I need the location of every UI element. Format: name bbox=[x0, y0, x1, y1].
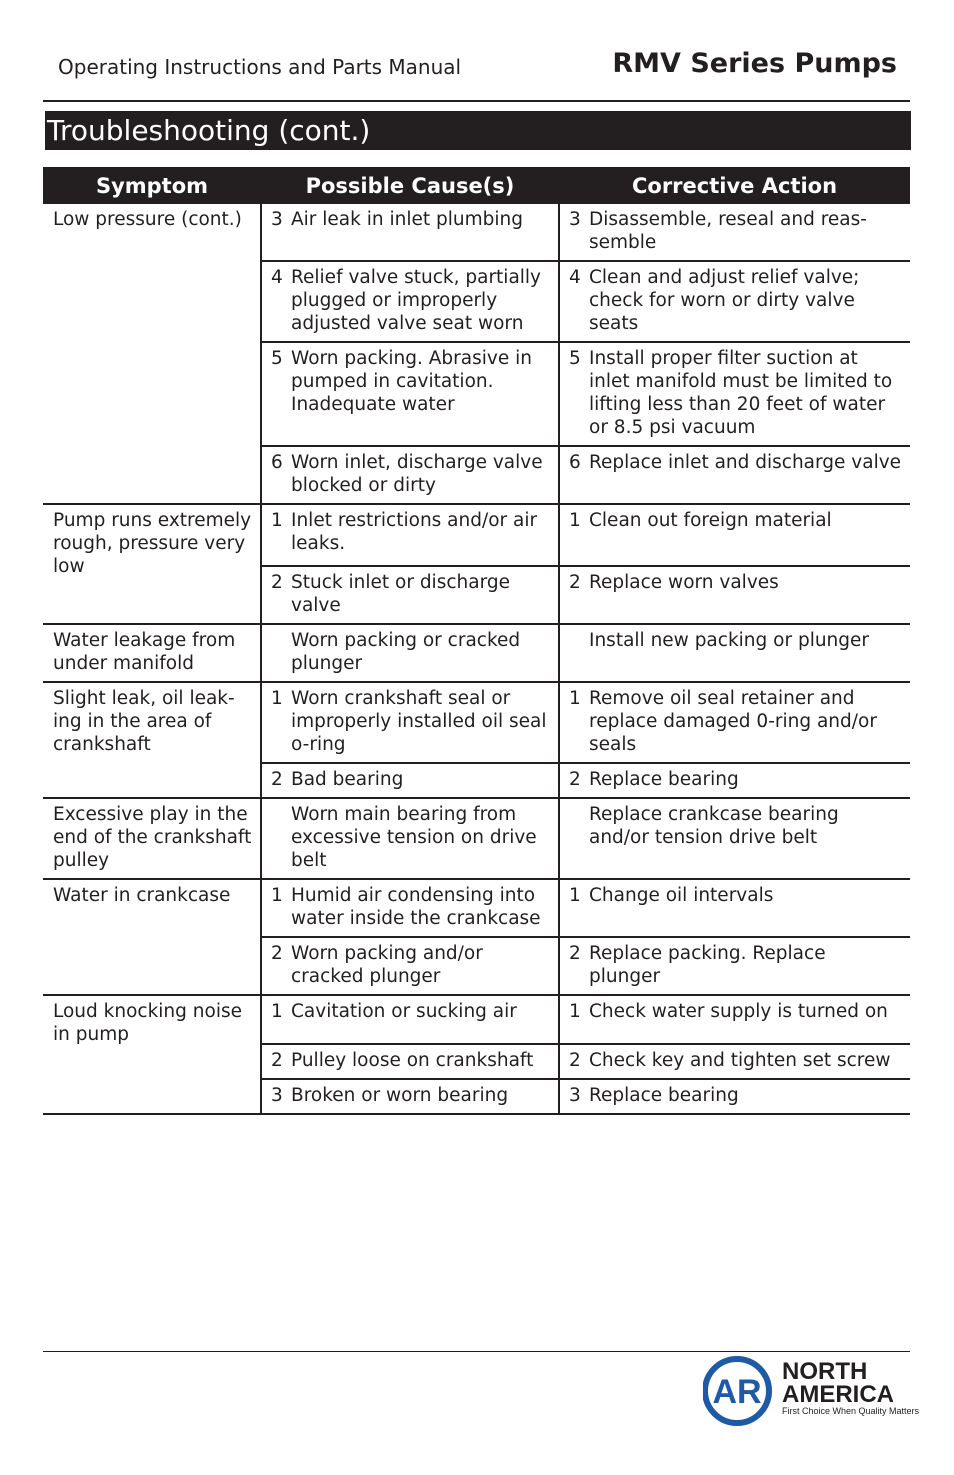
cause-text: Worn packing. Abrasive in pumped in cavitation. Inadequate water bbox=[291, 342, 559, 446]
action-text: Check water supply is turned on bbox=[589, 995, 910, 1044]
action-text: Change oil intervals bbox=[589, 879, 910, 937]
action-number: 2 bbox=[559, 937, 589, 995]
cause-number: 1 bbox=[261, 995, 291, 1044]
table-row bbox=[43, 204, 910, 261]
symptom-cell: Pump runs extremely rough, pressure very low bbox=[43, 504, 261, 624]
action-number: 1 bbox=[559, 504, 589, 566]
column-header-cause: Possible Cause(s) bbox=[261, 167, 559, 204]
logo-tagline: First Choice When Quality Matters bbox=[782, 1406, 920, 1416]
cause-text: Worn main bearing from excessive tension on drive belt bbox=[291, 798, 559, 879]
troubleshooting-table bbox=[43, 167, 910, 1115]
cause-text: Pulley loose on crankshaft bbox=[291, 1044, 559, 1079]
action-number: 4 bbox=[559, 261, 589, 342]
action-number: 1 bbox=[559, 682, 589, 763]
cause-text: Worn packing or cracked plunger bbox=[291, 624, 559, 682]
action-number: 2 bbox=[559, 1044, 589, 1079]
cause-number: 1 bbox=[261, 682, 291, 763]
cause-number: 1 bbox=[261, 504, 291, 566]
action-number: 3 bbox=[559, 1079, 589, 1114]
ar-emblem-icon bbox=[703, 1356, 779, 1426]
section-header-bar bbox=[45, 111, 911, 150]
action-number: 6 bbox=[559, 446, 589, 504]
cause-number: 3 bbox=[261, 204, 291, 261]
logo-text-north: NORTH bbox=[782, 1358, 868, 1385]
cause-text: Cavitation or sucking air bbox=[291, 995, 559, 1044]
table-row bbox=[43, 995, 910, 1044]
table-row bbox=[43, 504, 910, 566]
table-header-row bbox=[43, 167, 910, 204]
action-number bbox=[559, 624, 589, 682]
action-number bbox=[559, 798, 589, 879]
cause-text: Humid air condensing into water inside the crankcase bbox=[291, 879, 559, 937]
logo-letters: AR bbox=[712, 1373, 762, 1411]
action-number: 2 bbox=[559, 763, 589, 798]
cause-number: 6 bbox=[261, 446, 291, 504]
cause-number: 2 bbox=[261, 763, 291, 798]
footer-divider bbox=[43, 1351, 910, 1352]
cause-text: Worn inlet, discharge valve blocked or dirty bbox=[291, 446, 559, 504]
manual-title: Operating Instructions and Parts Manual bbox=[58, 55, 462, 79]
action-text: Replace bearing bbox=[589, 763, 910, 798]
cause-text: Worn packing and/or cracked plunger bbox=[291, 937, 559, 995]
table-row bbox=[43, 682, 910, 763]
symptom-cell: Water leakage from under manifold bbox=[43, 624, 261, 682]
action-number: 2 bbox=[559, 566, 589, 624]
symptom-cell: Excessive play in the end of the crankshaft pulley bbox=[43, 798, 261, 879]
column-header-symptom: Symptom bbox=[43, 167, 261, 204]
action-text: Disassemble, reseal and reas-semble bbox=[589, 204, 910, 261]
action-text: Install new packing or plunger bbox=[589, 624, 910, 682]
action-text: Replace bearing bbox=[589, 1079, 910, 1114]
table-row bbox=[43, 798, 910, 879]
cause-number: 5 bbox=[261, 342, 291, 446]
action-text: Replace packing. Replace plunger bbox=[589, 937, 910, 995]
header-divider bbox=[43, 100, 910, 102]
action-number: 1 bbox=[559, 995, 589, 1044]
logo-text-america: AMERICA bbox=[782, 1381, 894, 1408]
column-header-action: Corrective Action bbox=[559, 167, 910, 204]
cause-number: 3 bbox=[261, 1079, 291, 1114]
table-row bbox=[43, 624, 910, 682]
action-number: 3 bbox=[559, 204, 589, 261]
table-row bbox=[43, 879, 910, 937]
action-text: Clean and adjust relief valve; check for worn or dirty valve seats bbox=[589, 261, 910, 342]
symptom-cell: Low pressure (cont.) bbox=[43, 204, 261, 504]
action-number: 1 bbox=[559, 879, 589, 937]
cause-text: Inlet restrictions and/or air leaks. bbox=[291, 504, 559, 566]
cause-number: 2 bbox=[261, 1044, 291, 1079]
cause-text: Relief valve stuck, partially plugged or improperly adjusted valve seat worn bbox=[291, 261, 559, 342]
cause-number: 4 bbox=[261, 261, 291, 342]
cause-text: Bad bearing bbox=[291, 763, 559, 798]
cause-number bbox=[261, 798, 291, 879]
action-text: Replace worn valves bbox=[589, 566, 910, 624]
cause-text: Air leak in inlet plumbing bbox=[291, 204, 559, 261]
action-text: Clean out foreign material bbox=[589, 504, 910, 566]
cause-text: Broken or worn bearing bbox=[291, 1079, 559, 1114]
cause-number: 2 bbox=[261, 566, 291, 624]
product-title: RMV Series Pumps bbox=[612, 48, 897, 79]
cause-text: Stuck inlet or discharge valve bbox=[291, 566, 559, 624]
action-text: Replace crankcase bearing and/or tension drive belt bbox=[589, 798, 910, 879]
cause-number: 1 bbox=[261, 879, 291, 937]
symptom-cell: Loud knocking noise in pump bbox=[43, 995, 261, 1114]
section-title: Troubleshooting (cont.) bbox=[47, 114, 371, 147]
action-text: Install proper filter suction at inlet manifold must be limited to lifting less than 20 feet of water or 8.5 psi vacuum bbox=[589, 342, 910, 446]
cause-text: Worn crankshaft seal or improperly installed oil seal o-ring bbox=[291, 682, 559, 763]
action-text: Replace inlet and discharge valve bbox=[589, 446, 910, 504]
symptom-cell: Slight leak, oil leak-ing in the area of crankshaft bbox=[43, 682, 261, 798]
action-text: Check key and tighten set screw bbox=[589, 1044, 910, 1079]
cause-number bbox=[261, 624, 291, 682]
action-number: 5 bbox=[559, 342, 589, 446]
symptom-cell: Water in crankcase bbox=[43, 879, 261, 995]
cause-number: 2 bbox=[261, 937, 291, 995]
action-text: Remove oil seal retainer and replace damaged 0-ring and/or seals bbox=[589, 682, 910, 763]
